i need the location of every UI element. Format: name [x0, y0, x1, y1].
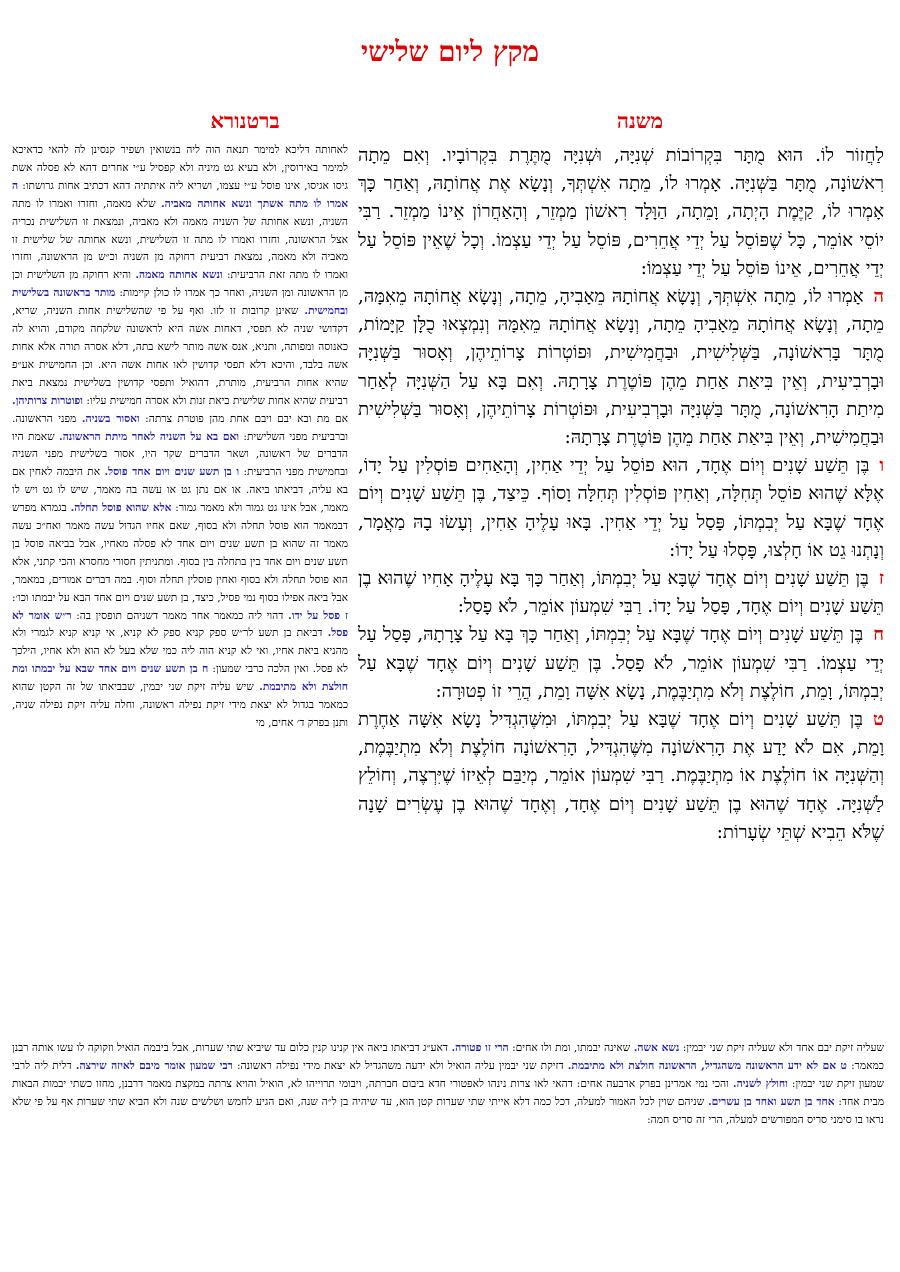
commentary-heading: ז פסל על ידו. [288, 609, 348, 622]
mishnah-section [358, 283, 884, 452]
commentary-heading: מותר בראשונה בשלישית ובחמישית. [12, 287, 348, 318]
mishnah-section [358, 565, 884, 621]
commentary-text: שאינה יבמתו, ומת ולו אחים: [512, 1042, 631, 1054]
mishnah-heading: משנה [616, 108, 664, 133]
mishnah-text: בֶּן תֵּשַׁע שָׁנִים וְיוֹם אֶחָד שֶׁבָּא עַל יְבִמְתּוֹ, וּמִשֶּׁהִגְדִּיל נָשָׂא אִשָּׁה אַחֶרֶת וָמֵת, אִם לֹא יָדַע אֶת הָרִאשׁוֹנָה מִשֶּׁהִגְדִּיל, הָרִאשׁוֹנָה חוֹלֶצֶת וְלֹא מִתְיַבֶּמֶת, וְהַשְּׁנִיָּה אוֹ חוֹלֶצֶת אוֹ מִתְיַבֶּמֶת. רַבִּי שִׁמְעוֹן אוֹמֵר, מְיַבֵּם לְאֵיזוֹ שֶׁיִּרְצֶה, וְחוֹלֵץ לַשְּׁנִיָּה. אֶחָד שֶׁהוּא בֶן תֵּשַׁע שָׁנִים וְיוֹם אֶחָד, וְאֶחָד שֶׁהוּא בֶן עֶשְׂרִים שָׁנָה שֶׁלֹּא הֵבִיא שְׁתֵּי שְׂעָרוֹת: [358, 709, 884, 843]
mishnah-number: ו [879, 455, 884, 477]
commentary-text: שניהם שוין לכל האמור למעלה, דכל כמה דלא אייתי שתי שערות קטן הוא, עד שיהיה בן ל״ה שנה, ואם הגיע לחמש ושלשים שנה ולא הביא שתי שערות אף על פי שלא נראו בו סימני סריס המפורשים למעלה, הרי זה סריס חמה: [12, 1095, 884, 1126]
commentary-text: דביאת בן תשע לר״ש ספק קניא ספק לא קניא, אי קניא קניא לגמרי ולא מהניא ביאת אחיו, ואי לא קניא הוה ליה כמי שלא בעל לא הוא ולא אחיו, הילכך לא פסל. ואין הלכה כרבי שמעון: [12, 627, 348, 676]
commentary-text: דהוי ליה כמאמר אחר מאמר דשניהם תופסין בה: [76, 609, 284, 622]
commentary-heading: ח בן תשע שנים ויום אחד שבא על יבמתו ומת חולצת ולא מתיבמת. [12, 663, 348, 694]
commentary-text: דלית ליה לרבי שמעון זיקת שני יבמין: [12, 1059, 884, 1090]
commentary-heading: ו בן תשע שנים ויום אחד פוסל. [104, 466, 240, 479]
commentary-text: דזיקת שני יבמין עליה הואיל ולא ידעה משהגדיל לא יצאת מידי נפילה ראשונה: [236, 1059, 564, 1072]
bartenura-continuation [12, 1040, 884, 1130]
commentary-heading: ונשא אחותה מאמה. [135, 269, 223, 282]
mishnah-column [358, 142, 884, 1037]
mishnah-number: ז [878, 568, 884, 590]
commentary-text: והכי נמי אמרינן בפרק ארבעה אחים: דהאי לאו צרות נינהו לאפטורי חדא ביבום חברתה, ויבומי תרוייהו לא, הואיל והויא צרתה במקצת מאמר דרבנן, מחזו כשתי יבמות הבאות מבית אחד: [12, 1077, 884, 1108]
commentary-heading: וחולץ לשניה. [732, 1077, 788, 1090]
commentary-text: שעליה זיקת יבם אחד ולא שעליה זיקת שני יבמין: [682, 1042, 884, 1054]
mishnah-section [358, 452, 884, 565]
bartenura-column [12, 142, 348, 1037]
commentary-text: שאמת היו הדברים של ראשונה, ושאר הדברים שקר היו, אסור בשלישית מפני השניה ובחמישית מפני הרביעית: [12, 430, 348, 479]
commentary-heading: הרי זו פטורה. [451, 1042, 509, 1054]
commentary-text: שלא מאמה, וחזרו ואמרו לו מתה השניה, ונשא אחותה של השניה מאמה ולא מאביה, ונמצאת זו השלישית נכריה אצל הראשונה, וחזרו ואמרו לו מתה זו השלישית, ונשא אחותה של שלישית זו מאביה ולא מאמה, נמצאת רביעית רחוקה מן השניה וכ״ש מן הראשונה, וחזרו ואמרו לו מתה זאת הרביעית: [12, 197, 348, 282]
commentary-text: את היבמה לאחין אם בא עליה, דביאתו ביאה. או אם נתן גט או עשה בה מאמר, שיש לו גט ויש לו מאמר, אבל אינו גט גמור ולא מאמר גמור: [12, 466, 348, 515]
commentary-heading: אחד בן תשע ואחד בן עשרים. [707, 1095, 835, 1108]
bartenura-heading: ברטנורא [210, 108, 280, 133]
mishnah-section [358, 706, 884, 847]
commentary-heading: אלא שהוא פוסל תחלה. [70, 502, 172, 515]
mishnah-text: בֶּן תֵּשַׁע שָׁנִים וְיוֹם אֶחָד שֶׁבָּא עַל יְבִמְתּוֹ, וְאַחַר כָּךְ בָּא עָלֶיהָ אָחִיו שֶׁהוּא בֶן תֵּשַׁע שָׁנִים וְיוֹם אֶחָד, פָּסַל עַל יָדוֹ. רַבִּי שִׁמְעוֹן אוֹמֵר, לֹא פָסַל: [358, 568, 884, 618]
commentary-text: והיא רחוקה מן השלישית וכן מן הראשונה ומן השניה, ואחר כך אמרו לו כולן קיימות: [12, 269, 348, 300]
commentary-heading: ה אמרו לו מתה אשתך ונשא אחותה מאביה. [12, 179, 348, 210]
mishnah-text: בֶּן תֵּשַׁע שָׁנִים וְיוֹם אֶחָד, הוּא פוֹסֵל עַל יְדֵי אַחִין, וְהָאַחִים פּוֹסְלִין עַל יָדוֹ, אֶלָּא שֶׁהוּא פוֹסֵל תְּחִלָּה, וְאַחִין פּוֹסְלִין תְּחִלָּה וָסוֹף. כֵּיצַד, בֶּן תֵּשַׁע שָׁנִים וְיוֹם אֶחָד שֶׁבָּא עַל יְבִמְתּוֹ, פָּסַל עַל יְדֵי אַחִין. בָּאוּ עָלֶיהָ אַחִין, וְעָשׂוּ בָהּ מַאֲמָר, וְנָתְנוּ גֵט אוֹ חָלְצוּ, פָּסְלוּ עַל יָדוֹ: [358, 455, 884, 561]
commentary-heading: נשא אשה. [633, 1042, 680, 1054]
commentary-heading: ופוטרות צרותיהן. [12, 394, 83, 407]
commentary-text: אם מת ובא יבם ויבם אחת מהן פוטרת צרתה: [145, 412, 348, 425]
commentary-heading: ט אם לא ידע הראשונה משהגדיל, הראשונה חולצת ולא מתיבמת. [567, 1059, 847, 1072]
mishnah-text: אָמְרוּ לוֹ, מֵתָה אִשְׁתְּךָ, וְנָשָׂא אֲחוֹתָהּ מֵאָבִיהָ, מֵתָה, וְנָשָׂא אֲחוֹתָהּ מֵאִמָּהּ, מֵתָה, וְנָשָׂא אֲחוֹתָהּ מֵאָבִיהָ מֵתָה, וְנָשָׂא אֲחוֹתָהּ מֵאִמָּהּ וְנִמְצְאוּ כֻלָּן קַיָּמוֹת, מֻתָּר בָּרִאשׁוֹנָה, בַּשְּׁלִישִׁית, וּבַחֲמִישִׁית, וּפוֹטְרוֹת צָרוֹתֵיהֶן, וְאָסוּר בַּשְּׁנִיָּה וּבָרְבִיעִית, וְאֵין בִּיאַת אַחַת מֵהֶן פּוֹטֶרֶת צָרָתָהּ. וְאִם בָּא עַל הַשְּׁנִיָּה לְאַחַר מִיתַת הָרִאשׁוֹנָה, מֻתָּר בַּשְּׁנִיָּה וּבָרְבִיעִית, וּפוֹטְרוֹת צָרוֹתֵיהֶן, וְאָסוּר בַּשְּׁלִישִׁית וּבַחֲמִישִׁית, וְאֵין בִּיאַת אַחַת מֵהֶן פּוֹטֶרֶת צָרָתָהּ: [358, 286, 884, 449]
commentary-heading: רבי שמעון אומר מיבם לאיזה שירצה. [75, 1059, 233, 1072]
commentary-heading: ואסור בשניה. [81, 412, 140, 425]
mishnah-text: בֶּן תֵּשַׁע שָׁנִים וְיוֹם אֶחָד שֶׁבָּא עַל יְבִמְתּוֹ, וְאַחַר כָּךְ בָּא עַל צָרָתָהּ, פָּסַל עַל יְדֵי עַצְמוֹ. רַבִּי שִׁמְעוֹן אוֹמֵר, לֹא פָסַל. בֶּן תֵּשַׁע שָׁנִים וְיוֹם אֶחָד שֶׁבָּא עַל יְבִמְתּוֹ, וָמֵת, חוֹלֶצֶת וְלֹא מִתְיַבֶּמֶת, נָשָׂא אִשָּׁה וָמֵת, הֲרֵי זוֹ פְטוּרָה: [358, 624, 884, 702]
commentary-text: שאינן קרובות זו לזו. ואף על פי שהשלישית אחות השניה, שריא, דקדושי שניה לא תפסי, דאחות אשה היא לראשונה שלקחה מקודם, והויא לה כאנוסה ומפותה, ותניא, אנס אשה מותר לישא בתה, דלא אסרה תורה אלא אחות אשה בלבד, והיכא דלא תפסי קדושין לאו אחות אשה היא. וכן החמישית אע״פ שהיא אחות הרביעית, מותרת, דהואיל ותפסי קדושין בשלישית נמצאת ביאת רביעית שהיא אחות שלישית ביאת זנות ולא אסרה חמישית עליו: [12, 305, 348, 407]
mishnah-number: ח [873, 624, 884, 646]
commentary-heading: ואם בא על השניה לאחר מיתת הראשונה. [59, 430, 239, 443]
mishnah-number: ה [873, 286, 884, 308]
commentary-text: שיש עליה זיקת שני יבמין, שבביאתו של זה הקטן שהוא כמאמר בגדול לא יצאת מידי זיקת נפילה ראשונה, וחלה עליה זיקת נפילה שניה, ותנן בפרק ד׳ אחים, מי [12, 681, 348, 729]
commentary-text: לאחותה דליכא למימר תנאה הוה ליה בנשואין ושפיר קנסינן לה להאי כדאיכא למימר באירוסין, ולא בעיא גט מיניה ולא קפסיל ע״י אחרים דהא לא פסלה אשת גיסו אגיסו, אינו פוסל ע״י עצמו, ושריא ליה איתתיה דהא דכתיב אחות גרושתו: [12, 144, 348, 192]
mishnah-section [358, 621, 884, 706]
commentary-text: בגמרא מפרש דבמאמר הוא פוסל תחלה ולא בסוף, שאם אחיו הגדול עשה מאמר ואח״כ עשה מאמר זה שהוא בן תשע שנים ויום אחד לא פסלה מאחיו, אבל בביאה פוסל בן תשע שנים ויום אחד בין בתחלה בין בסוף. ומתניתין חסורי מחסרא והכי קתני, אלא הוא פוסל תחלה ולא בסוף ואחין פוסלין תחלה וסוף. במה דברים אמורים, במאמר, אבל ביאה אפילו בסוף נמי פסיל, כיצד, בן תשע שנים ויום אחד הבא על יבמתו וכו׳: [12, 502, 348, 604]
commentary-heading: ר״ש אומר לא פסל. [12, 609, 348, 640]
mishnah-number: ט [873, 709, 884, 731]
commentary-text: מפני הראשונה. וברביעית מפני השלישית: [12, 412, 348, 443]
commentary-text: דאע״ג דביאתו ביאה אין קנינו קנין כלום עד שיביא שתי שערות, אבל ביבמה הואיל וזקוקה לו עשו אותה רבנן כמאמר: [12, 1042, 884, 1072]
page-title: מקץ ליום שלישי [360, 35, 540, 68]
mishnah-opening: לַחֲזוֹר לוֹ. הוּא מֻתָּר בִּקְרוֹבוֹת שְׁנִיָּה, וּשְׁנִיָּה מֻתֶּרֶת בִּקְרוֹבָיו. וְאִם מֵתָה רִאשׁוֹנָה, מֻתָּר בַּשְּׁנִיָּה. אָמְרוּ לוֹ, מֵתָה אִשְׁתְּךָ, וְנָשָׂא אֶת אֲחוֹתָהּ, וְאַחַר כָּךְ אָמְרוּ לוֹ, קַיֶּמֶת הָיְתָה, וָמֵתָה, הַוָּלָד רִאשׁוֹן מַמְזֵר, וְהָאַחֲרוֹן אֵינוֹ מַמְזֵר. רַבִּי יוֹסֵי אוֹמֵר, כָּל שֶׁפּוֹסֵל עַל יְדֵי אֲחֵרִים, פּוֹסֵל עַל יְדֵי עַצְמוֹ. וְכָל שֶׁאֵין פּוֹסֵל עַל יְדֵי אֲחֵרִים, אֵינוֹ פּוֹסֵל עַל יְדֵי עַצְמוֹ: [358, 145, 884, 279]
